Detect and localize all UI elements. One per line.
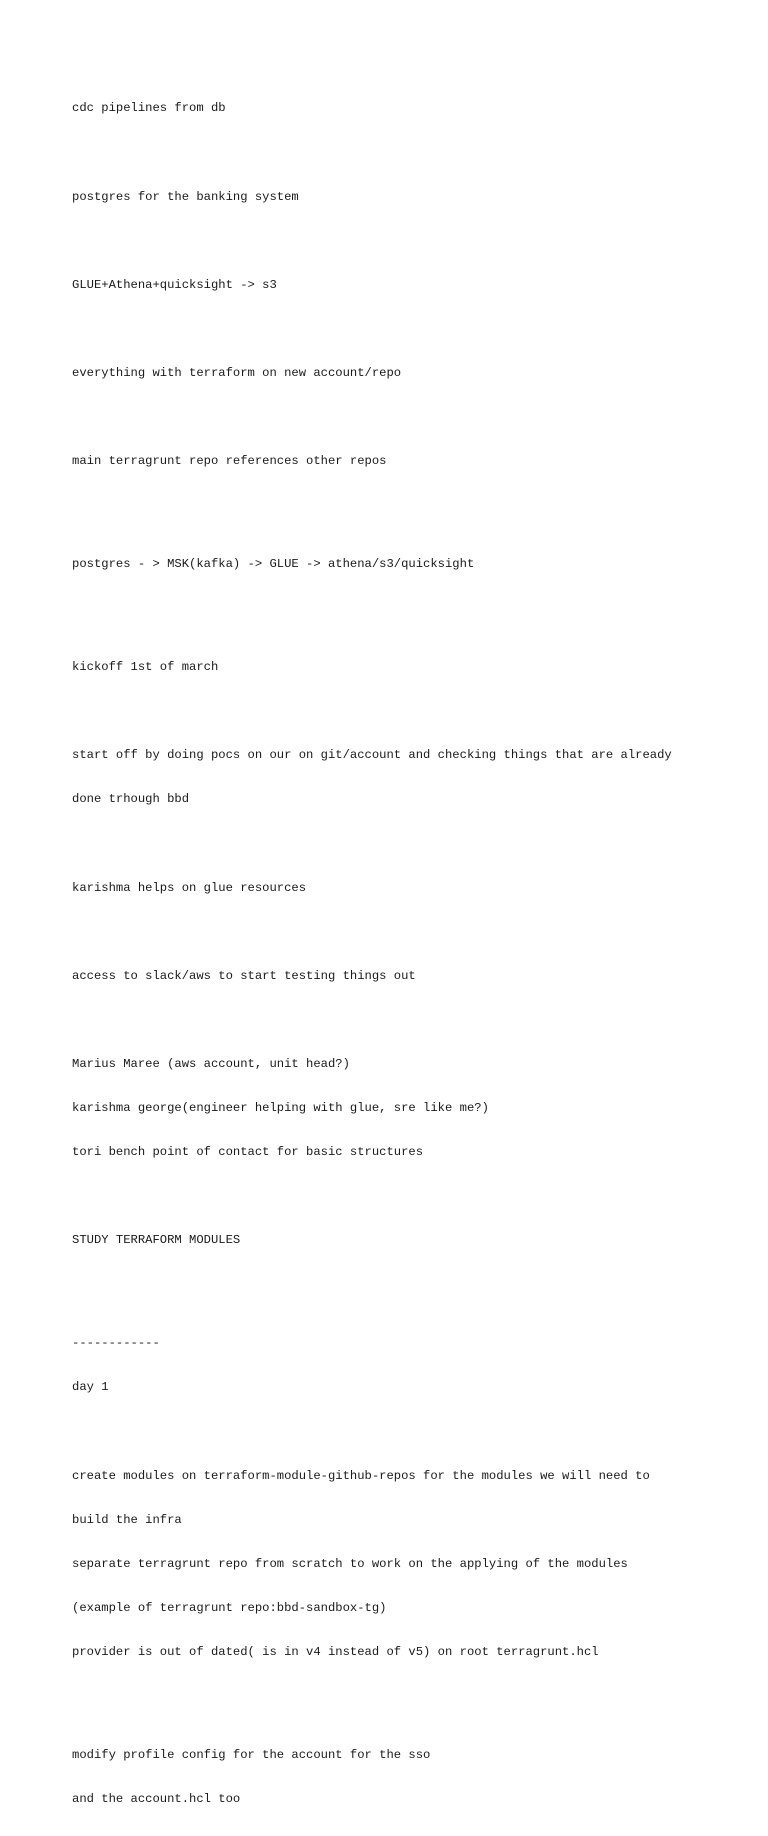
text-line: provider is out of dated( is in v4 instead of v5) on root terragrunt.hcl bbox=[72, 1645, 599, 1660]
text-line: (example of terragrunt repo:bbd-sandbox-tg) bbox=[72, 1600, 387, 1615]
paragraph-pipeline-flow bbox=[72, 528, 712, 602]
text-line: karishma helps on glue resources bbox=[72, 880, 307, 895]
paragraph-kickoff bbox=[72, 631, 712, 705]
paragraph-terraform-account bbox=[72, 337, 712, 411]
paragraph-access bbox=[72, 939, 712, 1013]
text-line: and the account.hcl too bbox=[72, 1792, 241, 1807]
text-line: modify profile config for the account for the sso bbox=[72, 1747, 431, 1762]
text-line: kickoff 1st of march bbox=[72, 660, 219, 675]
paragraph-cdc-pipelines bbox=[72, 72, 712, 146]
paragraph-study-modules bbox=[72, 1204, 712, 1278]
text-line: build the infra bbox=[72, 1512, 182, 1527]
paragraph-karishma-helps bbox=[72, 851, 712, 925]
text-line: postgres - > MSK(kafka) -> GLUE -> athena/s3/quicksight bbox=[72, 557, 475, 572]
text-line: start off by doing pocs on our on git/account and checking things that are already bbox=[72, 748, 672, 763]
paragraph-glue-athena bbox=[72, 248, 712, 322]
text-line: postgres for the banking system bbox=[72, 189, 299, 204]
text-line: GLUE+Athena+quicksight -> s3 bbox=[72, 277, 277, 292]
paragraph-postgres-banking bbox=[72, 160, 712, 234]
paragraph-create-modules bbox=[72, 1439, 712, 1689]
text-line: everything with terraform on new account/repo bbox=[72, 366, 402, 381]
text-line: STUDY TERRAFORM MODULES bbox=[72, 1233, 241, 1248]
text-line: access to slack/aws to start testing things out bbox=[72, 968, 416, 983]
text-line: karishma george(engineer helping with glue, sre like me?) bbox=[72, 1101, 489, 1116]
text-line: create modules on terraform-module-github-repos for the modules we will need to bbox=[72, 1468, 650, 1483]
text-line: cdc pipelines from db bbox=[72, 101, 226, 116]
paragraph-start-off bbox=[72, 719, 712, 837]
text-line: tori bench point of contact for basic structures bbox=[72, 1145, 424, 1160]
text-line: Marius Maree (aws account, unit head?) bbox=[72, 1056, 350, 1071]
paragraph-modify-profile bbox=[72, 1719, 712, 1836]
paragraph-terragrunt-repo bbox=[72, 425, 712, 499]
text-line: day 1 bbox=[72, 1380, 109, 1395]
document-body bbox=[72, 72, 712, 1836]
divider-line: ------------ bbox=[72, 1336, 160, 1351]
text-line: main terragrunt repo references other repos bbox=[72, 454, 387, 469]
paragraph-contacts bbox=[72, 1028, 712, 1190]
paragraph-day-1 bbox=[72, 1307, 712, 1425]
text-line: done trhough bbd bbox=[72, 792, 190, 807]
text-line: separate terragrunt repo from scratch to work on the applying of the modules bbox=[72, 1556, 628, 1571]
